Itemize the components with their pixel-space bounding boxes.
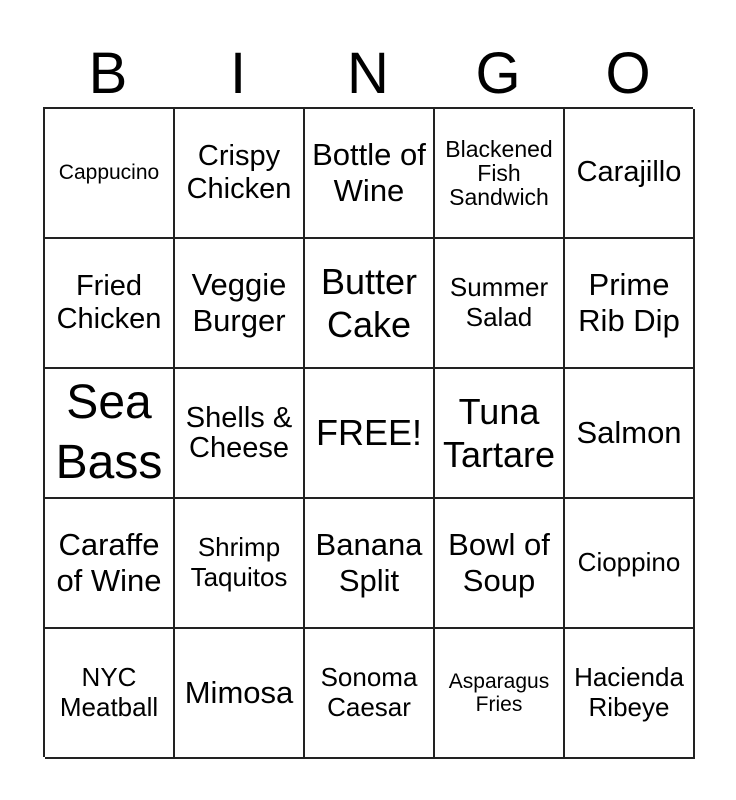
cell-label: Butter Cake: [320, 260, 418, 345]
cell-label: Salmon: [576, 415, 682, 451]
cell-label: Tuna Tartare: [442, 390, 556, 475]
bingo-cell[interactable]: [45, 499, 175, 629]
bingo-cell[interactable]: [565, 629, 695, 759]
cell-label: NYC Meatball: [59, 662, 159, 722]
bingo-cell[interactable]: [45, 369, 175, 499]
header-letter-o: O: [605, 41, 651, 106]
bingo-cell[interactable]: [45, 629, 175, 759]
bingo-cell[interactable]: [565, 239, 695, 369]
cell-label: Shrimp Taquitos: [190, 532, 288, 592]
cell-label: Blackened Fish Sandwich: [445, 135, 553, 211]
cell-label: Bowl of Soup: [448, 527, 550, 598]
cell-label: Banana Split: [315, 527, 423, 598]
header-letter-g: G: [475, 41, 521, 106]
free-space-cell[interactable]: [305, 369, 435, 499]
bingo-cell[interactable]: [305, 629, 435, 759]
bingo-cell[interactable]: [45, 109, 175, 239]
cell-label: Bottle of Wine: [312, 137, 426, 208]
cell-label: Mimosa: [184, 675, 294, 711]
cell-label: Cioppino: [577, 547, 681, 578]
bingo-cell[interactable]: [305, 109, 435, 239]
cell-label: Asparagus Fries: [448, 669, 550, 716]
cell-label: Sonoma Caesar: [320, 662, 418, 722]
bingo-cell[interactable]: [305, 239, 435, 369]
bingo-cell[interactable]: [45, 239, 175, 369]
bingo-header: [43, 40, 693, 108]
cell-label: Shells & Cheese: [185, 401, 293, 464]
bingo-card-grid: [43, 107, 693, 757]
bingo-cell[interactable]: [175, 499, 305, 629]
bingo-cell[interactable]: [565, 369, 695, 499]
header-letter-b: B: [88, 41, 128, 106]
cell-label: Summer Salad: [449, 272, 549, 332]
bingo-cell[interactable]: [435, 499, 565, 629]
cell-label: Hacienda Ribeye: [574, 662, 684, 722]
bingo-cell[interactable]: [175, 629, 305, 759]
cell-label: Sea Bass: [55, 376, 163, 489]
cell-label: Prime Rib Dip: [578, 267, 680, 338]
cell-label: Fried Chicken: [56, 269, 162, 335]
bingo-cell[interactable]: [175, 239, 305, 369]
free-space-label: FREE!: [315, 412, 422, 454]
header-letter-n: N: [347, 41, 389, 106]
cell-label: Crispy Chicken: [186, 139, 292, 205]
header-letter-i: I: [229, 41, 247, 106]
bingo-cell[interactable]: [435, 629, 565, 759]
bingo-cell[interactable]: [435, 369, 565, 499]
bingo-cell[interactable]: [305, 499, 435, 629]
cell-label: Caraffe of Wine: [56, 527, 162, 598]
bingo-cell[interactable]: [435, 109, 565, 239]
bingo-cell[interactable]: [175, 109, 305, 239]
bingo-cell[interactable]: [565, 109, 695, 239]
cell-label: Carajillo: [576, 156, 682, 189]
bingo-cell[interactable]: [435, 239, 565, 369]
bingo-cell[interactable]: [175, 369, 305, 499]
bingo-cell[interactable]: [565, 499, 695, 629]
cell-label: Cappucino: [58, 161, 160, 185]
cell-label: Veggie Burger: [191, 267, 287, 338]
